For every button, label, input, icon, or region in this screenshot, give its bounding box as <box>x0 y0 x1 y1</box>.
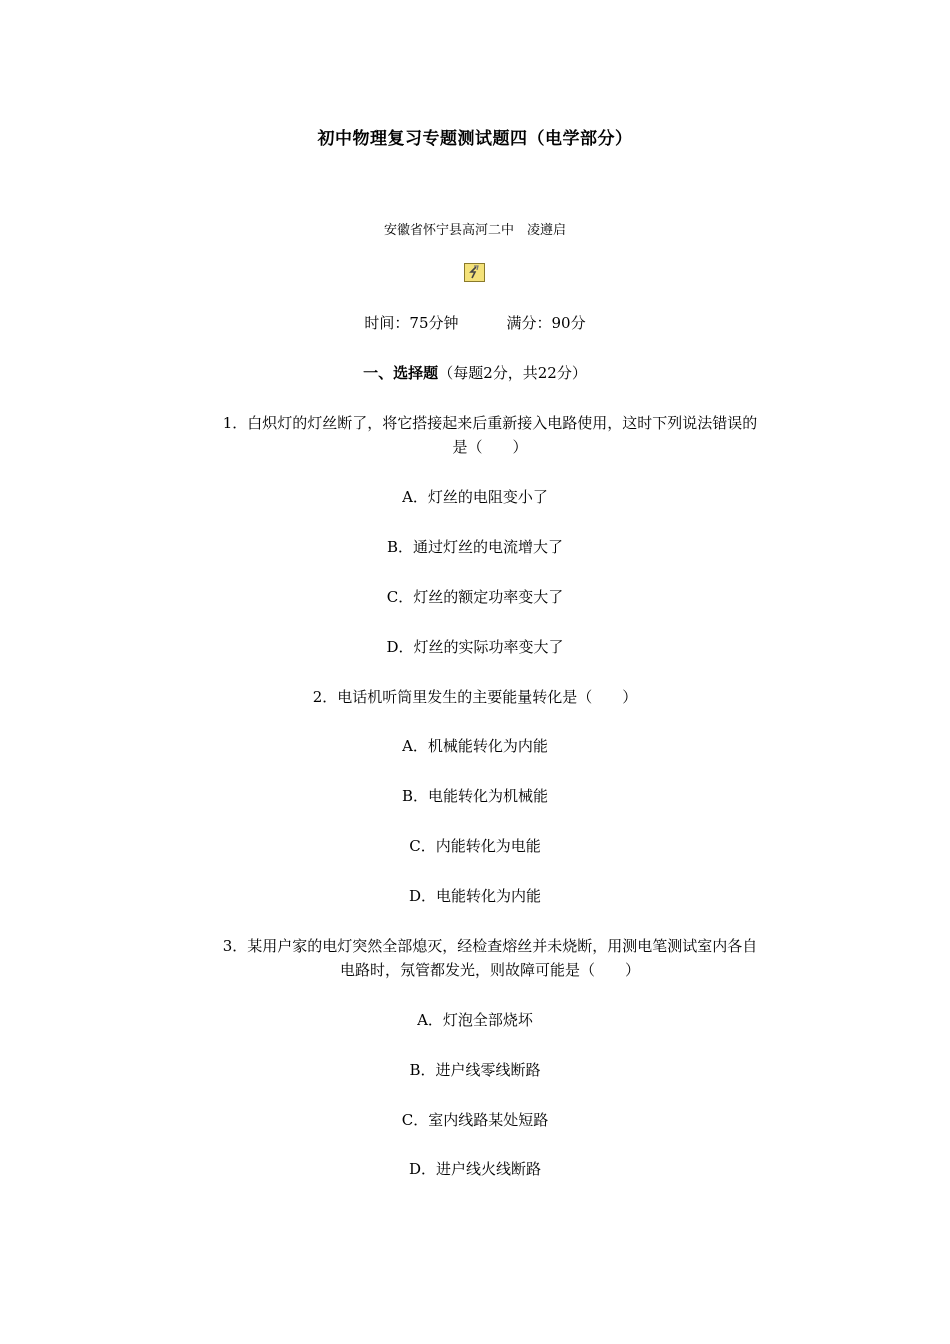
question-1-option-a: A．灯丝的电阻变小了 <box>402 488 548 506</box>
question-1-option-b: B．通过灯丝的电流增大了 <box>386 538 564 556</box>
question-2-option-a: A．机械能转化为内能 <box>402 737 548 755</box>
section-heading-note: （每题2分，共22分） <box>438 364 587 382</box>
question-2-option-d: D．电能转化为内能 <box>408 887 542 905</box>
time-label: 时间：75分钟 <box>364 314 459 332</box>
question-3-stem <box>190 934 790 982</box>
document-link-icon[interactable] <box>464 263 485 282</box>
question-3-stem-line2: 电路时，氖管都发光，则故障可能是（ ） <box>339 961 640 979</box>
question-3-option-b: B．进户线零线断路 <box>409 1061 541 1079</box>
question-1-stem-line1: 1．白炽灯的灯丝断了，将它搭接起来后重新接入电路使用，这时下列说法错误的 <box>222 414 758 432</box>
question-1-option-d: D．灯丝的实际功率变大了 <box>386 638 564 656</box>
question-3-option-a: A．灯泡全部烧坏 <box>417 1011 533 1029</box>
document-title: 初中物理复习专题测试题四（电学部分） <box>317 129 633 149</box>
question-2-option-b: B．电能转化为机械能 <box>401 787 549 805</box>
question-1-stem <box>190 411 790 459</box>
question-3-option-c: C．室内线路某处短路 <box>401 1111 549 1129</box>
question-1-stem-line2: 是（ ） <box>452 438 528 456</box>
question-3-stem-line1: 3．某用户家的电灯突然全部熄灭，经检查熔丝并未烧断，用测电笔测试室内各自 <box>222 937 758 955</box>
author-line: 安徽省怀宁县高河二中 凌遵启 <box>383 223 566 238</box>
question-2-option-c: C．内能转化为电能 <box>409 837 541 855</box>
exam-meta <box>0 311 950 335</box>
section-heading <box>0 361 950 385</box>
question-2-stem: 2．电话机听筒里发生的主要能量转化是（ ） <box>312 688 638 706</box>
question-3-option-d: D．进户线火线断路 <box>408 1160 542 1178</box>
score-label: 满分：90分 <box>506 314 586 332</box>
question-1-option-c: C．灯丝的额定功率变大了 <box>386 588 564 606</box>
section-heading-text: 一、选择题 <box>363 364 439 382</box>
